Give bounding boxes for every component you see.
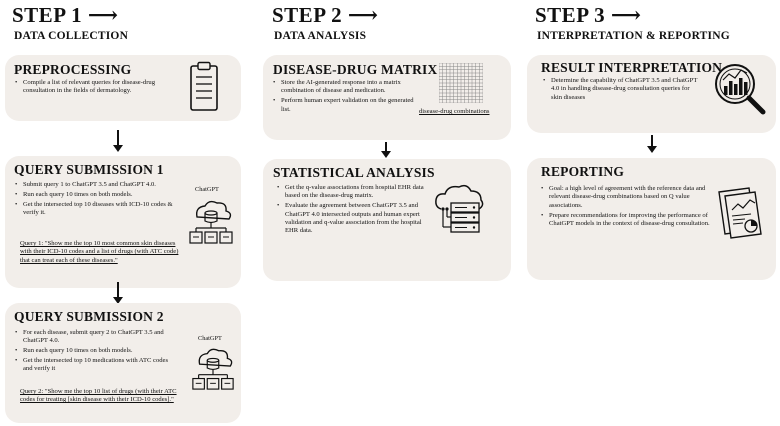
bullet-item: • Run each query 10 times on both models. [15, 191, 183, 199]
grid-matrix-icon [439, 63, 483, 103]
bullet-item: • Compile a list of relevant queries for disease-drug consultation in the fields of dermatology. [15, 79, 175, 96]
result-interpretation-title: RESULT INTERPRETATION [541, 60, 723, 75]
preprocessing-bullets [15, 79, 175, 97]
down-arrow [117, 130, 119, 150]
preprocessing-title: PREPROCESSING [14, 62, 132, 77]
chatgpt-label: ChatGPT [198, 335, 222, 342]
bullet-item: • Perform human expert validation on the generated list. [273, 97, 421, 114]
query-submission-1-bullets [15, 181, 183, 219]
step-2-title: STEP 2 ⟶ [272, 3, 379, 27]
query-submission-1-card [5, 156, 241, 288]
reporting-title: REPORTING [541, 164, 625, 179]
bullet-item: • Get the intersected top 10 medications with ATC codes and verify it [15, 357, 179, 374]
statistical-analysis-title: STATISTICAL ANALYSIS [273, 165, 435, 180]
step-1-arrow: ⟶ [87, 3, 119, 27]
step-3-subtitle: INTERPRETATION & REPORTING [537, 30, 730, 42]
statistical-analysis-bullets [277, 184, 433, 237]
clipboard-icon [189, 61, 219, 113]
bullet-item: • Submit query 1 to ChatGPT 3.5 and ChatGPT 4.0. [15, 181, 183, 189]
bullet-item: • Get the q-value associations from hospital EHR data based on the disease-drug matrix. [277, 184, 433, 201]
query-submission-1-title: QUERY SUBMISSION 1 [14, 162, 164, 177]
down-arrow [651, 135, 653, 151]
disease-drug-matrix-bullets [273, 79, 421, 115]
magnifier-chart-icon [711, 60, 769, 118]
query-1-text: Query 1: "Show me the top 10 most common skin diseases with their ICD-10 codes and a list of drugs (with ATC code) that can treat each of these diseases." [20, 240, 179, 264]
result-interpretation-bullets [543, 77, 701, 104]
down-arrow [117, 282, 119, 302]
chatgpt-label: ChatGPT [195, 186, 219, 193]
disease-drug-matrix-title: DISEASE-DRUG MATRIX [273, 62, 438, 77]
step-3-arrow: ⟶ [610, 3, 642, 27]
bullet-item: • Determine the capability of ChatGPT 3.5 and ChatGPT 4.0 in handling disease-drug consultation queries for skin diseases [543, 77, 701, 102]
step-1-title: STEP 1 ⟶ [12, 3, 119, 27]
query-submission-2-bullets [15, 329, 179, 375]
bullet-item: • Get the intersected top 10 diseases with ICD-10 codes & verify it. [15, 201, 183, 218]
preprocessing-card [5, 55, 241, 121]
step-3-title: STEP 3 ⟶ [535, 3, 642, 27]
step-2-subtitle: DATA ANALYSIS [274, 30, 367, 42]
query-submission-2-card [5, 303, 241, 423]
bullet-item: • For each disease, submit query 2 to ChatGPT 3.5 and ChatGPT 4.0. [15, 329, 179, 346]
disease-drug-combinations-label: disease-drug combinations [419, 108, 490, 115]
result-interpretation-card [527, 55, 776, 133]
step-2-arrow: ⟶ [347, 3, 379, 27]
statistical-analysis-card [263, 159, 511, 281]
bullet-item: • Evaluate the agreement between ChatGPT 3.5 and ChatGPT 4.0 intersected outputs and human expert validation and q-value association from the hospital EHR data. [277, 202, 433, 236]
cloud-server-icon [431, 183, 489, 237]
step-1-subtitle: DATA COLLECTION [14, 30, 129, 42]
query-2-text: Query 2: "Show me the top 10 list of drugs (with their ATC codes for treating [skin disease with their ICD-10 codes]." [20, 388, 177, 404]
query-submission-2-title: QUERY SUBMISSION 2 [14, 309, 164, 324]
bullet-item: • Prepare recommendations for improving the performance of ChatGPT models in the context of disease-drug consultation. [541, 212, 715, 229]
cloud-database-icon [189, 345, 237, 391]
report-document-icon [715, 186, 767, 242]
cloud-database-icon [187, 197, 235, 245]
disease-drug-matrix-card [263, 55, 511, 140]
bullet-item: • Run each query 10 times on both models. [15, 347, 179, 355]
bullet-item: • Store the AI-generated response into a matrix combination of disease and medication. [273, 79, 421, 96]
reporting-card [527, 158, 776, 280]
bullet-item: • Goal: a high level of agreement with the reference data and relevant disease-drug combinations based on Q value associations. [541, 185, 715, 210]
down-arrow [385, 142, 387, 156]
reporting-bullets [541, 185, 715, 230]
